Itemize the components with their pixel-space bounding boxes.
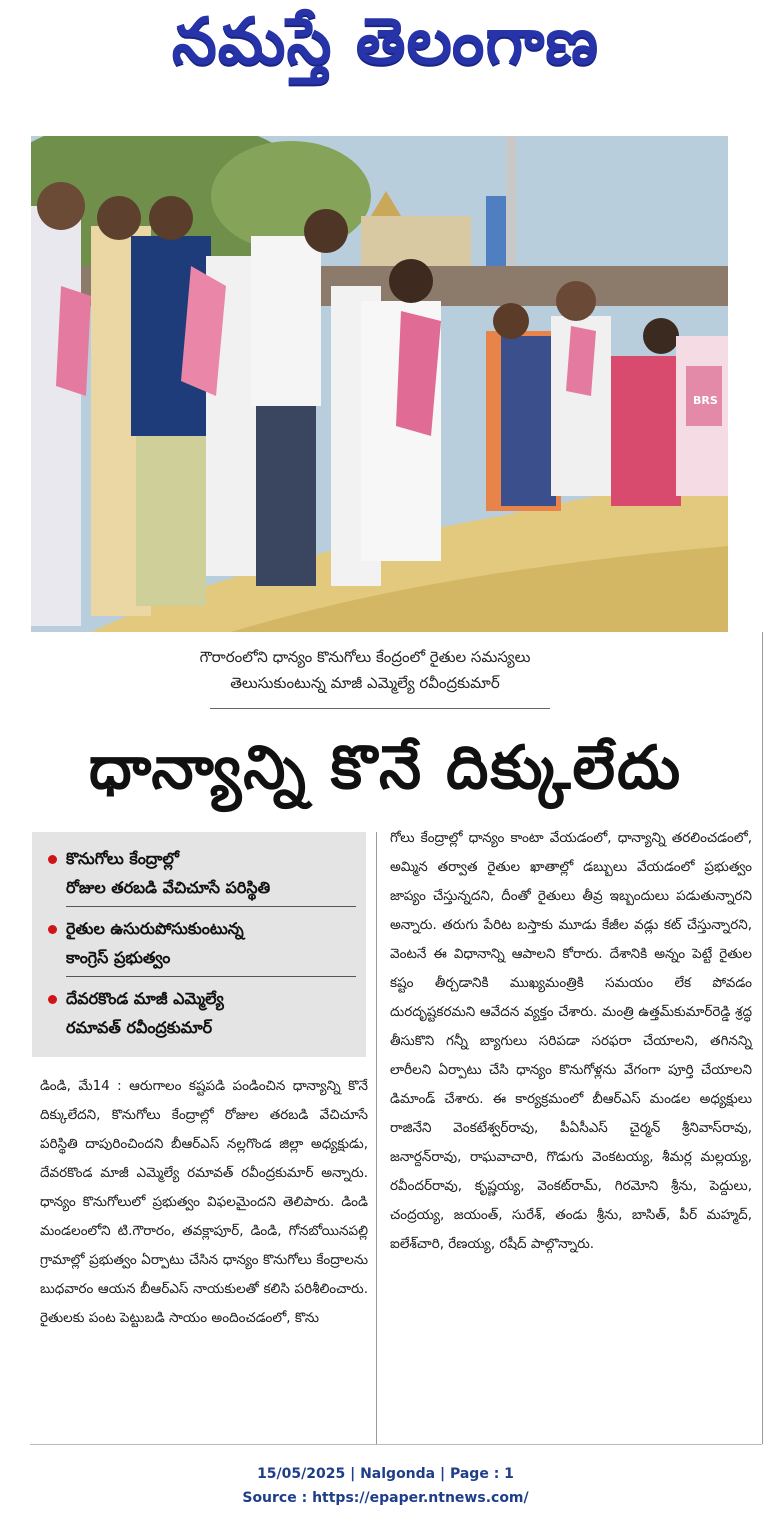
highlight-divider [66, 906, 356, 907]
newspaper-title: నమస్తే తెలంగాణ [171, 5, 600, 79]
footer-source: Source : https://epaper.ntnews.com/ [242, 1490, 529, 1506]
news-photo-illustration [31, 136, 728, 632]
article-body-left: డిండి, మే14 : ఆరుగాలం కష్టపడి పండించిన ధాన్యాన్ని కొనే దిక్కులేదని, కొనుగోలు కేంద్రాల్లో రోజుల తరబడి వేచిచూసే పరిస్థితి దాపురించిందని బీఆర్ఎస్ నల్లగొండ జిల్లా అధ్యక్షుడు, దేవరకొండ మాజీ ఎమ్మెల్యే రమావత్ రవీంద్రకుమార్ అన్నారు. ధాన్యం కొనుగోలులో ప్రభుత్వం విఫలమైందని తెలిపారు. డిండి మండలంలోని టి.గౌరారం, తవక్లాపూర్, డిండి, గోనబోయినపల్లి గ్రామాల్లో ప్రభుత్వం ఏర్పాటు చేసిన ధాన్యం కొనుగోలు కేంద్రాలను బుధవారం ఆయన బీఆర్ఎస్ నాయకులతో కలిసి పరిశీలించారు. రైతులకు పంట పెట్టుబడి సాయం అందించడంలో, కొను [40, 1078, 368, 1326]
column-divider [376, 832, 377, 1444]
headline: ధాన్యాన్ని కొనే దిక్కులేదు [88, 733, 683, 803]
highlight-line-1: దేవరకొండ మాజీ ఎమ్మెల్యే [66, 989, 224, 1008]
photo-caption [140, 644, 590, 696]
red-bullet-icon [48, 855, 57, 864]
footer-date-edition: 15/05/2025 | Nalgonda | Page : 1 [257, 1466, 514, 1482]
red-bullet-icon [48, 995, 57, 1004]
photo-caption-line-2: తెలుసుకుంటున్న మాజీ ఎమ్మెల్యే రవీంద్రకుమార్ [230, 674, 500, 692]
highlights-box [32, 832, 366, 1057]
masthead [0, 0, 771, 130]
highlight-line-2: రోజుల తరబడి వేచిచూసే పరిస్థితి [66, 878, 271, 897]
highlight-line-1: కొనుగోలు కేంద్రాల్లో [66, 849, 179, 868]
footer [0, 1462, 771, 1510]
highlight-line-1: రైతుల ఉసురుపోసుకుంటున్న [66, 919, 244, 938]
photo-sign-text: BRS [693, 394, 718, 407]
news-photo [31, 136, 728, 632]
photo-caption-line-1: గౌరారంలోని ధాన్యం కొనుగోలు కేంద్రంలో రైతుల సమస్యలు [199, 648, 531, 666]
highlight-line-2: రమావత్ రవీంద్రకుమార్ [66, 1018, 213, 1037]
caption-underline [210, 708, 550, 709]
footer-divider [30, 1444, 762, 1445]
article-body-right: గోలు కేంద్రాల్లో ధాన్యం కాంటా వేయడంలో, ధాన్యాన్ని తరలించడంలో, అమ్మిన తర్వాత రైతుల ఖాతాల్లో డబ్బులు వేయడంలో ప్రభుత్వం జాప్యం చేస్తున్నదని, దీంతో రైతులు తీవ్ర ఇబ్బందులు పడుతున్నారని అన్నారు. తరుగు పేరిట బస్తాకు మూడు కేజీల వడ్లు కట్ చేస్తున్నారని, వెంటనే ఈ విధానాన్ని ఆపాలని కోరారు. దేశానికి అన్నం పెట్టే రైతుల కష్టం తీర్చడానికి ముఖ్యమంత్రికి సమయం లేక పోవడం దురదృష్టకరమని ఆవేదన వ్యక్తం చేశారు. మంత్రి ఉత్తమ్‌కుమార్‌రెడ్డి శ్రద్ధ తీసుకొని గన్నీ బ్యాగులు సరిపడా సరఫరా చేయాలని, తగినన్ని లారీలని ఏర్పాటు చేసి ధాన్యం కొనుగోళ్లను వేగంగా పూర్తి చేయాలని డిమాండ్ చేశారు. ఈ కార్యక్రమంలో బీఆర్ఎస్ మండల అధ్యక్షులు రాజినేని వెంకటేశ్వర్‌రావు, పీఏసీఎస్ చైర్మన్ శ్రీనివాస్‌రావు, జనార్దన్‌రావు, రాఘవాచారి, గొడుగు వెంకటయ్య, శీమర్ల మల్లయ్య, రవీందర్‌రావు, కృష్ణయ్య, వెంకట్‌రామ్, గిరమోని శ్రీను, పెద్దులు, చంద్రయ్య, జయంత్, సురేశ్, తండు శ్రీను, బాసిత్, పీర్ మహ్మద్, ఐలేశ్‌చారి, రేణయ్య, రషీద్ పాల్గొన్నారు. [390, 830, 752, 1252]
highlight-line-2: కాంగ్రెస్ ప్రభుత్వం [66, 948, 171, 967]
red-bullet-icon [48, 925, 57, 934]
highlight-divider [66, 976, 356, 977]
